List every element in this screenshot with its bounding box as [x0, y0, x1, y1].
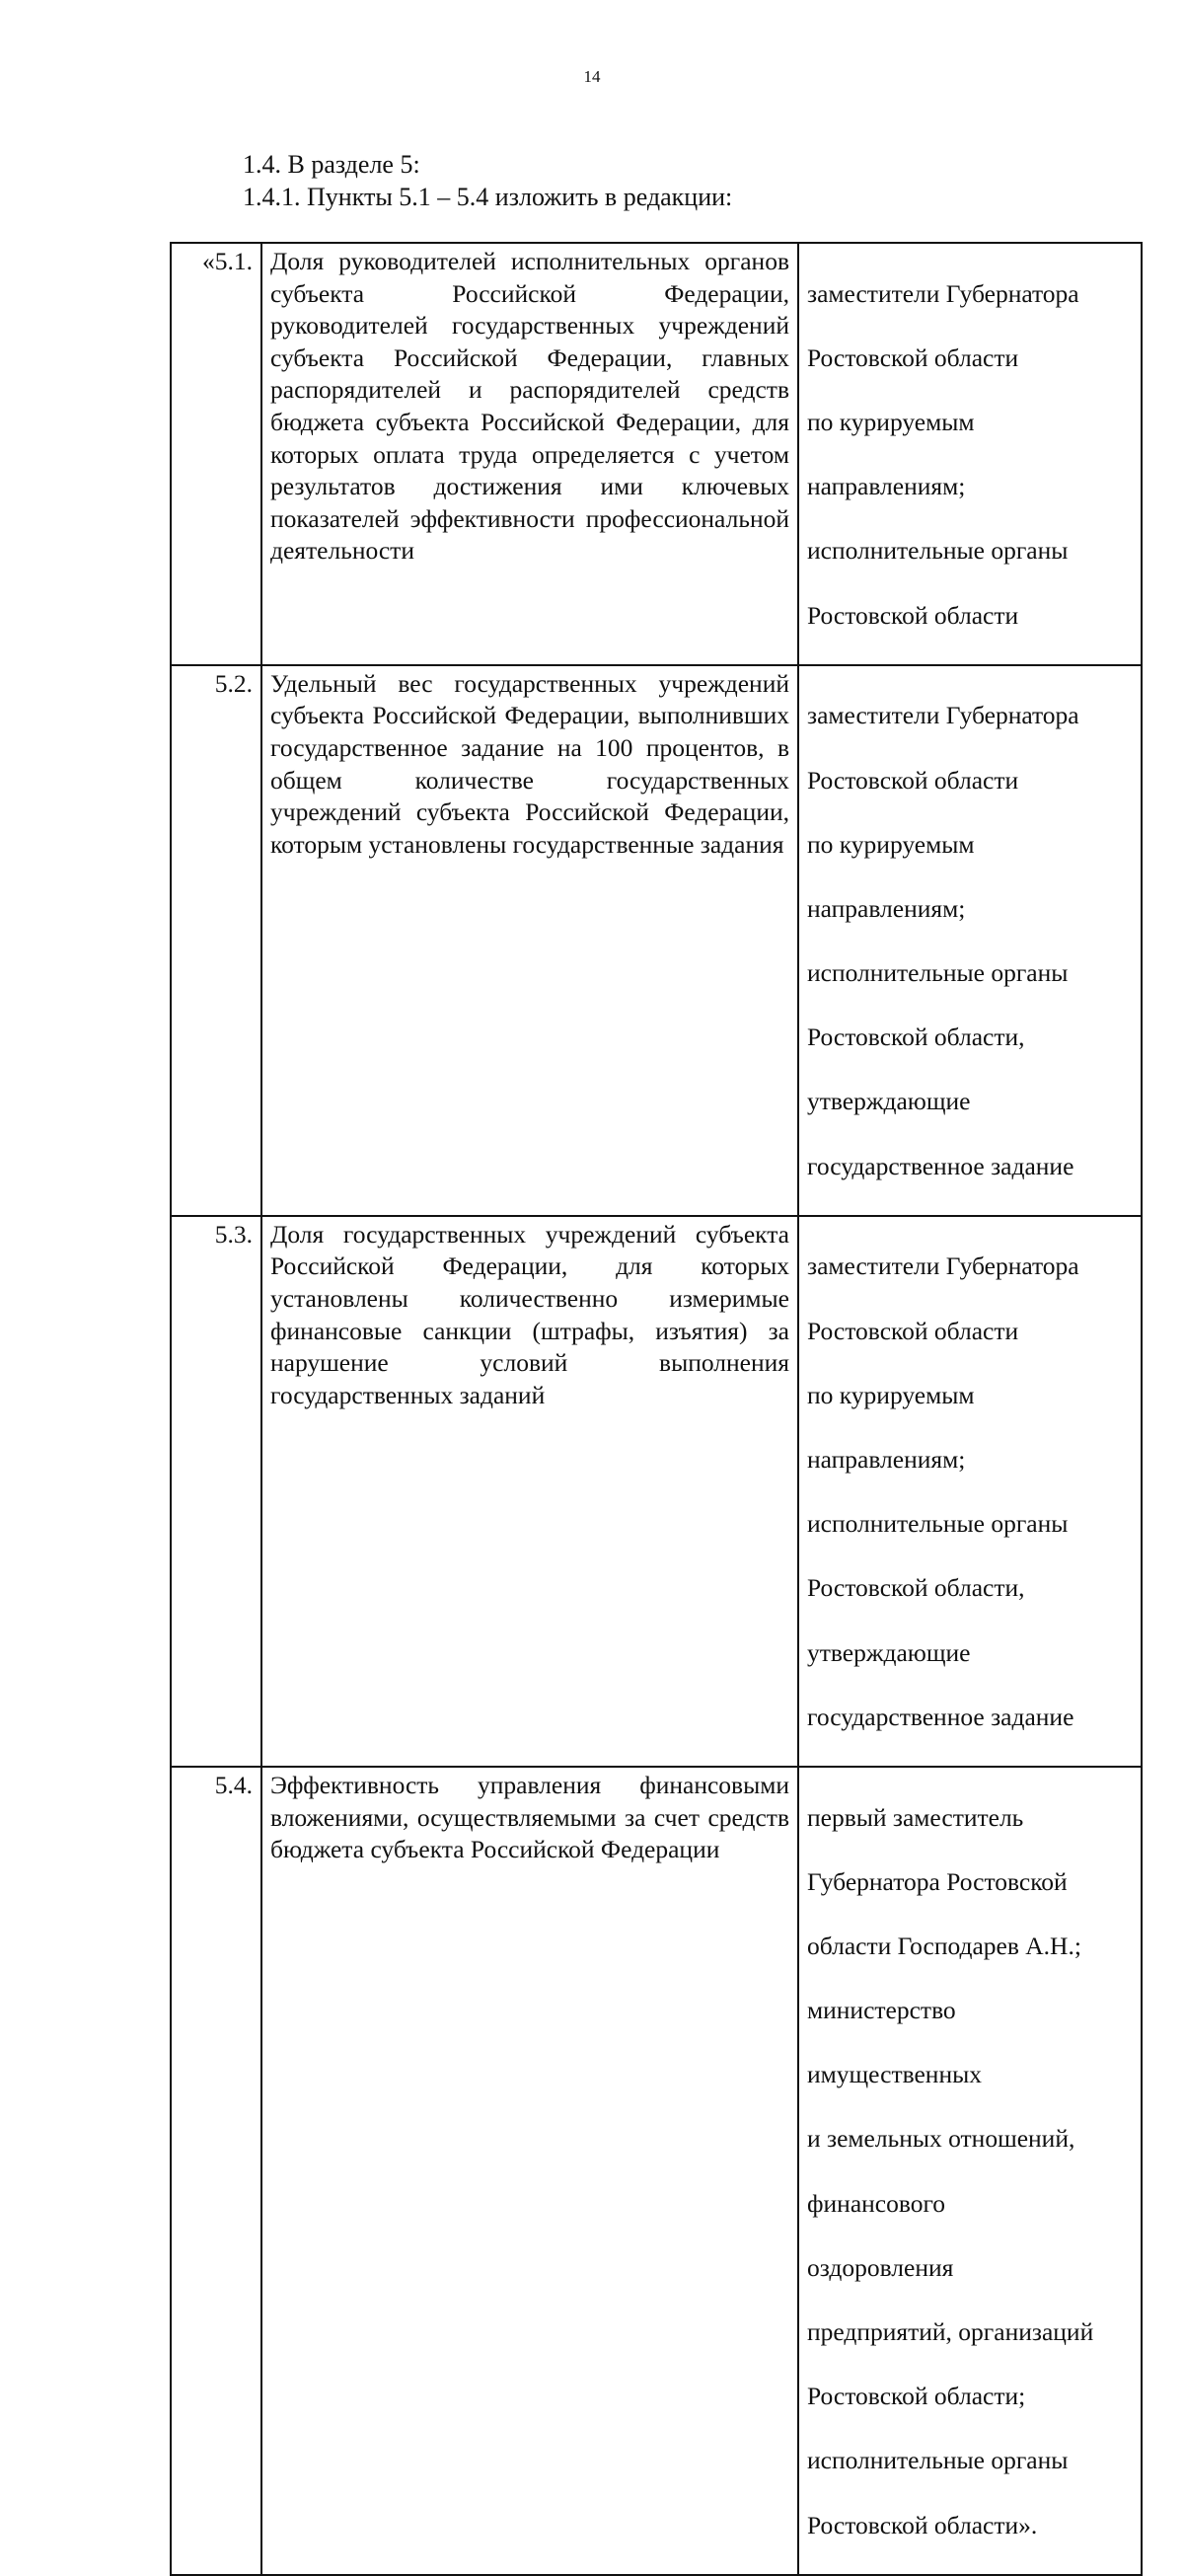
table-row — [171, 1767, 1142, 2575]
responsible-line: направлениям; — [807, 1444, 966, 1474]
row-number: 5.2. — [171, 665, 261, 1216]
amendment-instruction: 1.4.1. Пункты 5.1 – 5.4 изложить в редакции: — [243, 183, 733, 211]
responsible-cell — [798, 665, 1142, 1216]
responsible-line: Ростовской области; — [807, 2382, 1026, 2411]
responsible-line: оздоровления — [807, 2252, 954, 2282]
responsible-line: финансового — [807, 2188, 946, 2218]
responsible-line: заместители Губернатора — [807, 278, 1079, 308]
responsible-line: заместители Губернатора — [807, 1251, 1079, 1281]
responsible-line: по курируемым — [807, 829, 975, 859]
responsible-line: заместители Губернатора — [807, 701, 1079, 730]
indicator-text: Доля руководителей исполнительных органов субъекта Российской Федерации, руководителей государственных учреждений субъекта Российской Федерации, главных распорядителей и распорядителей средств бюджета субъекта Российской Федерации, для которых оплата труда определяется с учетом результатов достижения ими ключевых показателей эффективности профессиональной деятельности — [261, 243, 798, 665]
responsible-line: области Господарев А.Н.; — [807, 1931, 1081, 1960]
responsible-line: по курируемым — [807, 1380, 975, 1409]
responsible-line: Губернатора Ростовской — [807, 1866, 1068, 1896]
responsible-line: министерство — [807, 1996, 956, 2025]
responsible-line: Ростовской области — [807, 765, 1019, 795]
responsible-line: государственное задание — [807, 1702, 1074, 1731]
responsible-line: исполнительные органы — [807, 958, 1069, 988]
responsible-line: Ростовской области, — [807, 1023, 1025, 1052]
row-number: «5.1. — [171, 243, 261, 665]
responsible-line: и земельных отношений, — [807, 2124, 1075, 2154]
responsible-line: исполнительные органы — [807, 536, 1069, 566]
responsible-line: Ростовской области — [807, 1316, 1019, 1345]
indicators-table — [170, 242, 1143, 2576]
responsible-line: исполнительные органы — [807, 2446, 1069, 2475]
responsible-line: Ростовской области — [807, 342, 1019, 372]
responsible-line: государственное задание — [807, 1151, 1074, 1180]
row-number: 5.4. — [171, 1767, 261, 2575]
page-number: 14 — [583, 67, 601, 86]
responsible-cell — [798, 1767, 1142, 2575]
responsible-cell — [798, 1216, 1142, 1767]
responsible-line: Ростовской области, — [807, 1573, 1025, 1603]
responsible-line: направлениям; — [807, 893, 966, 923]
responsible-line: утверждающие — [807, 1637, 971, 1667]
indicator-text: Удельный вес государственных учреждений субъекта Российской Федерации, выполнивших государственное задание на 100 процентов, в общем количестве государственных учреждений субъекта Российской Федерации, которым установлены государственные задания — [261, 665, 798, 1216]
indicator-text: Эффективность управления финансовыми вложениями, осуществляемыми за счет средств бюджета субъекта Российской Федерации — [261, 1767, 798, 2575]
responsible-line: исполнительные органы — [807, 1509, 1069, 1539]
responsible-line: имущественных — [807, 2060, 982, 2089]
responsible-line: Ростовской области — [807, 600, 1019, 630]
responsible-line: первый заместитель — [807, 1802, 1024, 1832]
table-row — [171, 243, 1142, 665]
table-row — [171, 665, 1142, 1216]
responsible-line: по курируемым — [807, 407, 975, 436]
table-row — [171, 1216, 1142, 1767]
responsible-line: предприятий, организаций — [807, 2317, 1094, 2346]
responsible-line: направлениям; — [807, 472, 966, 501]
intro-block — [243, 148, 732, 213]
responsible-line: Ростовской области». — [807, 2510, 1038, 2539]
row-number: 5.3. — [171, 1216, 261, 1767]
responsible-line: утверждающие — [807, 1087, 971, 1116]
section-heading: 1.4. В разделе 5: — [243, 150, 420, 179]
indicator-text: Доля государственных учреждений субъекта Российской Федерации, для которых установлены количественно измеримые финансовые санкции (штрафы, изъятия) за нарушение условий выполнения государственных заданий — [261, 1216, 798, 1767]
responsible-cell — [798, 243, 1142, 665]
